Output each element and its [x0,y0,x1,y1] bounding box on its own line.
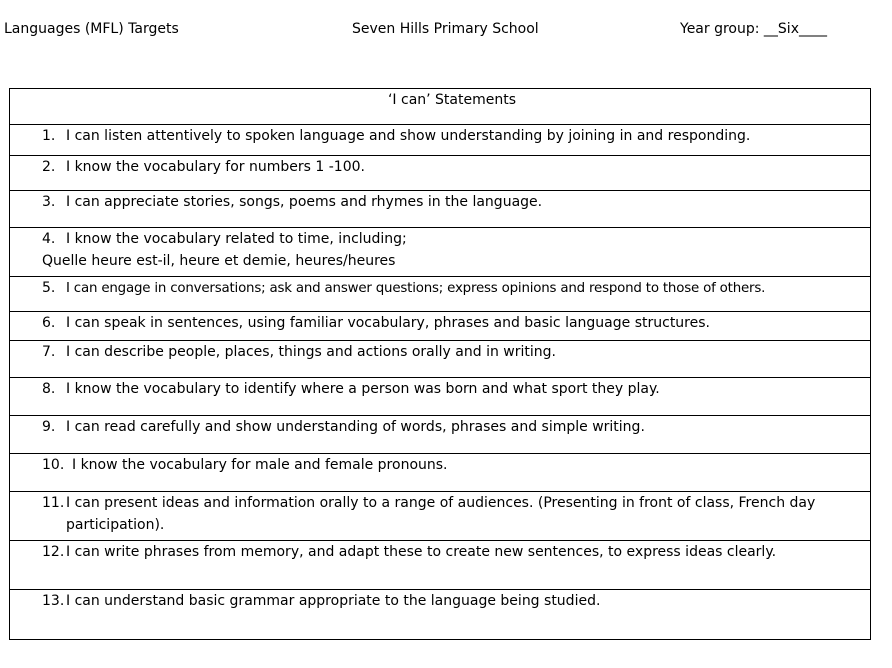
year-group: Year group: __Six____ [680,21,827,37]
table-row [10,492,871,541]
table-row [10,156,871,191]
table-row [10,312,871,341]
table-title: ‘I can’ Statements [10,89,871,125]
row-number: 13. [42,593,65,609]
row-number: 11. [42,495,65,511]
statement-text: I can engage in conversations; ask and answer questions; express opinions and respond to those of others. [66,281,766,296]
statement-text: I know the vocabulary to identify where a person was born and what sport they play. [66,381,660,397]
row-number: 1. [42,128,56,144]
school-name: Seven Hills Primary School [352,21,539,37]
table-row [10,277,871,312]
row-number: 2. [42,159,56,175]
page-header [0,21,892,41]
row-number: 8. [42,381,56,397]
table-row [10,378,871,416]
row-number: 3. [42,194,56,210]
table-row [10,454,871,492]
statement-text: I can present ideas and information orally to a range of audiences. (Presenting in front of class, French day participation). [66,495,816,533]
row-number: 4. [42,231,56,247]
statement-continuation: Quelle heure est-il, heure et demie, heures/heures [42,253,396,269]
statement-text: I can speak in sentences, using familiar vocabulary, phrases and basic language structures. [66,315,710,331]
statement-text: I can describe people, places, things and actions orally and in writing. [66,344,556,360]
row-number: 9. [42,419,56,435]
statement-text: I know the vocabulary related to time, including; [66,231,407,247]
statement-text: I can read carefully and show understanding of words, phrases and simple writing. [66,419,645,435]
table-header-row [10,89,871,125]
table-row [10,228,871,277]
row-number: 12. [42,544,65,560]
table-row [10,125,871,156]
statement-text: I can write phrases from memory, and adapt these to create new sentences, to express ideas clearly. [66,544,777,560]
statement-text: I know the vocabulary for numbers 1 -100. [66,159,365,175]
table-row [10,416,871,454]
row-number: 5. [42,280,56,296]
document-title: Languages (MFL) Targets [4,21,179,37]
i-can-statements-table [9,88,871,640]
table-row [10,590,871,640]
table-row [10,191,871,228]
statement-text: I know the vocabulary for male and female pronouns. [72,457,448,473]
statement-text: I can listen attentively to spoken language and show understanding by joining in and responding. [66,128,751,144]
statement-text: I can understand basic grammar appropriate to the language being studied. [66,593,601,609]
row-number: 10. [42,457,65,473]
table-row [10,541,871,590]
statement-text: I can appreciate stories, songs, poems and rhymes in the language. [66,194,543,210]
row-number: 6. [42,315,56,331]
table-row [10,341,871,378]
row-number: 7. [42,344,56,360]
